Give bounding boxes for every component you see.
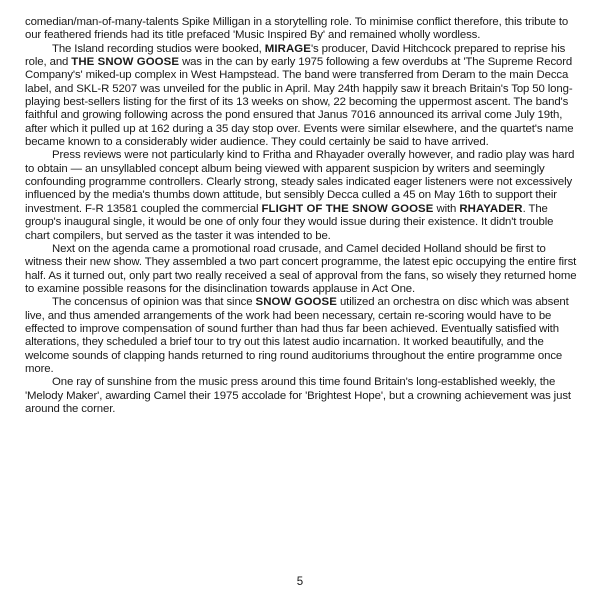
paragraph-text: Next on the agenda came a promotional road crusade, and Camel decided Holland should be first to witness their new show. They assembled a two part concert programme, the latest epic occupying the entire first half. As it turned out, only part two really received a seal of approval from the fans, so wisely they returned home to examine possible reasons for the disinclination towards applause in Act One.	[25, 242, 577, 295]
bold-title-text: MIRAGE	[264, 42, 311, 55]
paragraph-text: utilized an orchestra on disc which was absent live, and thus amended arrangements of the work had been necessary, certain re-scoring would have to be effected to improve compensation of sound further than had thus far been achieved. Eventually satisfied with alterations, they scheduled a brief tour to try out this latest audio incarnation. It worked beautifully, and the welcome sounds of clapping hands returned to ring round auditoriums throughout the entire programme once more.	[25, 296, 569, 375]
paragraph	[25, 376, 580, 416]
paragraph-text: The Island recording studios were booked,	[52, 42, 265, 55]
bold-title-text: SNOW GOOSE	[255, 296, 337, 309]
paragraph	[25, 296, 580, 376]
paragraph-text: 's producer, David Hitchcock prepared to reprise his role, and	[25, 42, 566, 69]
paragraph-text: Press reviews were not particularly kind to Fritha and Rhayader overally however, and radio play was hard to obtain — an unsyllabled concept album being viewed with apparent suspicion by writers and seemingly confounding programme controllers. Clearly strong, steady sales indicated eager listeners were not excessively influenced by the media's thumbs down attitude, but sensibly Decca culled a 45 on May 16th to support their investment. F-R 13581 coupled the commercial	[25, 149, 575, 215]
paragraph	[25, 243, 580, 296]
paragraph-text: . The group's inaugural single, it would be one of only four they would issue during their existence. It didn't trouble chart compilers, but served as the taster it was intended to be.	[25, 202, 554, 242]
bold-title-text: RHAYADER	[459, 202, 523, 215]
paragraph-text: with	[433, 202, 460, 215]
paragraph	[25, 43, 580, 150]
paragraph	[25, 16, 580, 43]
paragraph-text: The concensus of opinion was that since	[52, 296, 256, 309]
body-text	[25, 16, 580, 416]
page-number: 5	[296, 576, 304, 588]
paragraph	[25, 149, 580, 242]
paragraph-text: comedian/man-of-many-talents Spike Milligan in a storytelling role. To minimise conflict therefore, this tribute to our feathered friends had its title prefaced 'Music Inspired By' and remained wholly wordless.	[25, 16, 569, 42]
bold-title-text: THE SNOW GOOSE	[71, 56, 180, 69]
paragraph-text: One ray of sunshine from the music press around this time found Britain's long-established weekly, the 'Melody Maker', awarding Camel their 1975 accolade for 'Brightest Hope', but a crowning achievement was just around the corner.	[25, 376, 571, 415]
bold-title-text: FLIGHT OF THE SNOW GOOSE	[261, 202, 434, 215]
paragraph-text: was in the can by early 1975 following a few overdubs at 'The Supreme Record Company's' miked-up complex in West Hampstead. The band were transferred from Deram to the main Decca label, and SKL-R 5207 was unveiled for the public in April. May 24th happily saw it breach Britain's Top 50 long-playing best-sellers listing for the first of its 13 weeks on show, 22 becoming the uppermost ascent. The band's faithful and growing following across the pond ensured that Janus 7016 announced its arrival come July 19th, after which it pulled up at 162 during a 35 day stop over. Events were similar elsewhere, and the quartet's name became known to a considerably wider audience. They could certainly be said to have arrived.	[25, 56, 574, 149]
